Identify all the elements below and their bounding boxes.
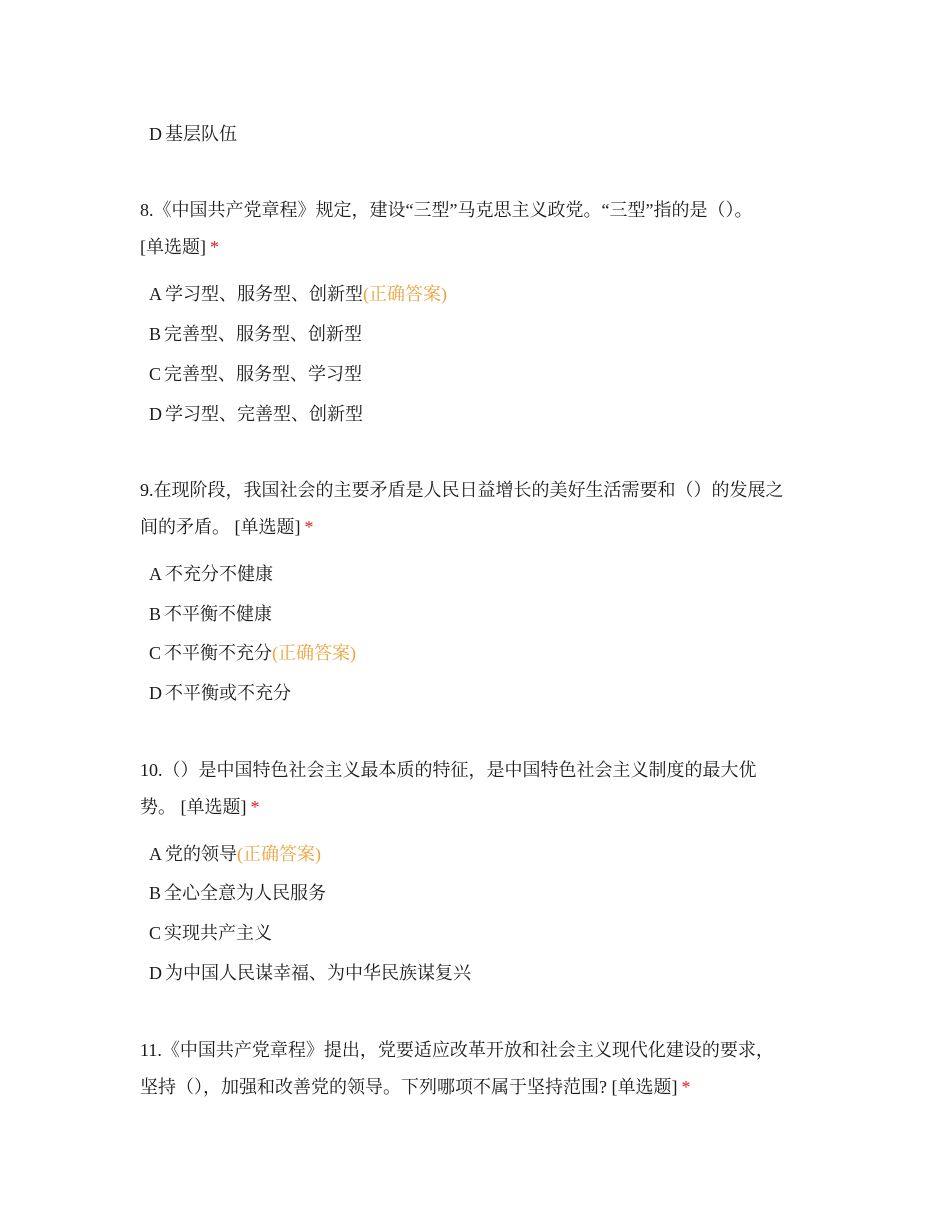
option-letter: A [149, 844, 162, 864]
question-9-option-d [149, 681, 291, 705]
question-9 [140, 472, 820, 546]
option-text: 不平衡或不充分 [165, 683, 291, 703]
option-text: 不平衡不充分 [164, 643, 273, 663]
question-text-line1: 9.在现阶段，我国社会的主要矛盾是人民日益增长的美好生活需要和（）的发展之 [140, 480, 784, 500]
option-text: 基层队伍 [165, 124, 237, 144]
question-text-line2 [140, 509, 820, 546]
option-letter: A [149, 284, 162, 304]
option-text: 全心全意为人民服务 [164, 883, 327, 903]
question-text-line2 [140, 1069, 820, 1106]
option-text: 实现共产主义 [164, 923, 273, 943]
question-8-option-c [149, 362, 362, 386]
question-10-option-b [149, 881, 326, 905]
option-text: 党的领导 [165, 844, 237, 864]
option-text: 不充分不健康 [165, 564, 273, 584]
required-mark: * [250, 797, 260, 817]
option-letter: C [149, 643, 162, 663]
question-11 [140, 1032, 820, 1106]
question-9-option-c [149, 641, 356, 665]
question-type: [单选题] [140, 237, 206, 257]
option-text: 不平衡不健康 [164, 604, 273, 624]
question-text-line2 [140, 229, 820, 266]
question-text-line1: 10.（）是中国特色社会主义最本质的特征，是中国特色社会主义制度的最大优 [140, 760, 757, 780]
option-text: 为中国人民谋幸福、为中华民族谋复兴 [165, 963, 471, 983]
required-mark: * [681, 1077, 691, 1097]
option-text: 学习型、服务型、创新型 [165, 284, 363, 304]
option-letter: D [149, 683, 162, 703]
option-letter: D [149, 963, 162, 983]
option-text: 完善型、服务型、学习型 [164, 364, 363, 384]
option-letter: D [149, 404, 162, 424]
option-letter: B [149, 604, 162, 624]
option-letter: B [149, 324, 162, 344]
question-8-option-d [149, 402, 363, 426]
required-mark: * [304, 517, 314, 537]
question-10-option-c [149, 921, 272, 945]
question-type: 势。 [单选题] [140, 797, 247, 817]
question-type: 坚持（），加强和改善党的领导。下列哪项不属于坚持范围? [单选题] [140, 1077, 678, 1097]
question-8-option-a [149, 282, 447, 306]
option-text: 完善型、服务型、创新型 [164, 324, 363, 344]
option-text: 学习型、完善型、创新型 [165, 404, 363, 424]
option-letter: A [149, 564, 162, 584]
question-text-line1: 8.《中国共产党章程》规定，建设“三型”马克思主义政党。“三型”指的是（）。 [140, 200, 753, 220]
question-10-option-d [149, 961, 471, 985]
correct-answer-tag: (正确答案) [272, 643, 357, 663]
option-letter: C [149, 923, 162, 943]
question-9-option-a [149, 562, 273, 586]
prev-option-d [149, 122, 237, 146]
correct-answer-tag: (正确答案) [237, 844, 321, 864]
question-text-line2 [140, 789, 820, 826]
question-type: 间的矛盾。 [单选题] [140, 517, 301, 537]
option-letter: B [149, 883, 162, 903]
required-mark: * [210, 237, 219, 257]
question-9-option-b [149, 602, 272, 626]
question-text-line1: 11.《中国共产党章程》提出，党要适应改革开放和社会主义现代化建设的要求， [140, 1040, 774, 1060]
option-letter: D [149, 124, 162, 144]
correct-answer-tag: (正确答案) [363, 284, 447, 304]
question-8 [140, 192, 820, 266]
question-8-option-b [149, 322, 362, 346]
question-10 [140, 752, 820, 826]
option-letter: C [149, 364, 162, 384]
question-10-option-a [149, 842, 321, 866]
